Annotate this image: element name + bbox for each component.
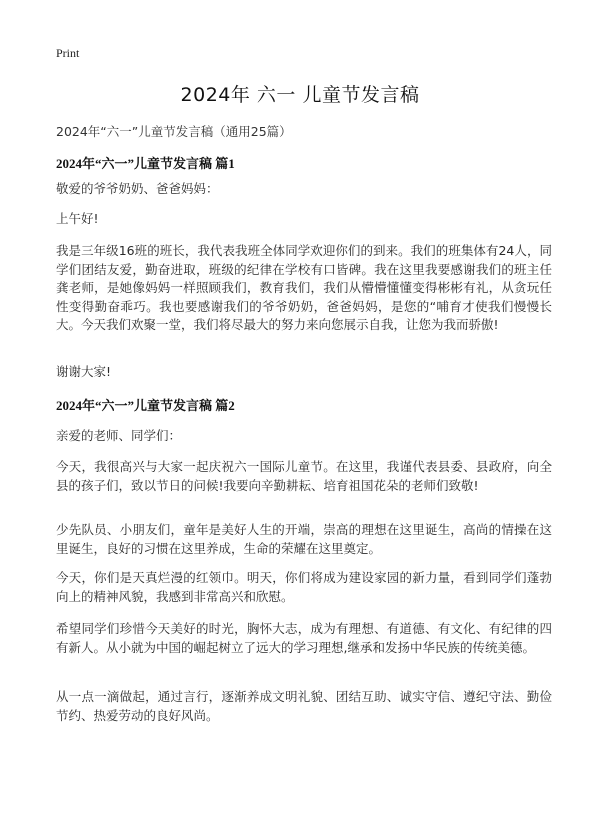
print-label: Print	[56, 46, 80, 60]
paragraph-closing-1: 谢谢大家!	[56, 364, 112, 379]
paragraph-body-2d: 希望同学们珍惜今天美好的时光，胸怀大志，成为有理想、有道德、有文化、有纪律的四有新人。从小就为中国的崛起树立了远大的学习理想,继承和发扬中华民族的传统美德。	[56, 621, 552, 655]
paragraph-body-2b: 少先队员、小朋友们，童年是美好人生的开端，崇高的理想在这里诞生，高尚的情操在这里诞生，良好的习惯在这里养成，生命的荣耀在这里奠定。	[56, 522, 552, 556]
paragraph-salutation-1: 敬爱的爷爷奶奶、爸爸妈妈：	[56, 181, 219, 196]
document-title: 2024年 六一 儿童节发言稿	[180, 84, 420, 106]
paragraph-salutation-2: 亲爱的老师、同学们：	[56, 428, 182, 443]
paragraph-greeting-1: 上午好!	[56, 211, 99, 226]
paragraph-body-2e: 从一点一滴做起，通过言行，逐渐养成文明礼貌、团结互助、诚实守信、遵纪守法、勤俭节约、热爱劳动的良好风尚。	[56, 689, 552, 723]
section-heading-2: 2024年“六一”儿童节发言稿 篇2	[56, 398, 235, 413]
paragraph-body-2a: 今天，我很高兴与大家一起庆祝六一国际儿童节。在这里，我谨代表县委、县政府，向全县的孩子们，致以节日的问候!我要向辛勤耕耘、培育祖国花朵的老师们致敬!	[56, 459, 552, 493]
section-heading-1: 2024年“六一”儿童节发言稿 篇1	[56, 156, 235, 171]
paragraph-body-2c: 今天，你们是天真烂漫的红领巾。明天，你们将成为建设家园的新力量，看到同学们蓬勃向上的精神风貌，我感到非常高兴和欣慰。	[56, 570, 552, 604]
document-subtitle: 2024年“六一”儿童节发言稿（通用25篇）	[56, 124, 292, 139]
paragraph-body-1: 我是三年级16班的班长，我代表我班全体同学欢迎你们的到来。我们的班集体有24人，同学们团结友爱，勤奋进取，班级的纪律在学校有口皆碑。我在这里我要感谢我们的班主任龚老师，是她像妈妈一样照顾我们，教育我们，我们从懵懵懂懂变得彬彬有礼，从贪玩任性变得勤奋乖巧。我也要感谢我们的爷爷奶奶，爸爸妈妈，是您的“哺育才使我们慢慢长大。今天我们欢聚一堂，我们将尽最大的努力来向您展示自我，让您为我而骄傲!	[56, 243, 552, 332]
